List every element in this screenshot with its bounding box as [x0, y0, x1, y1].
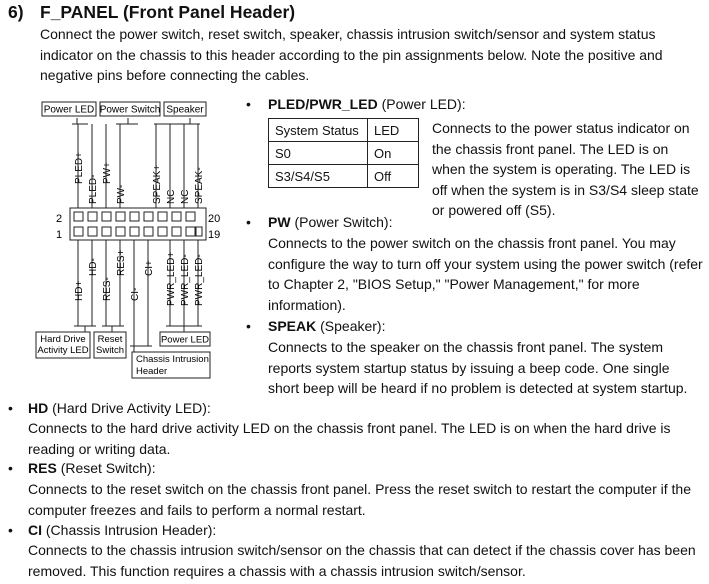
- item-label: (Power Switch):: [294, 214, 393, 230]
- item-description: Connects to the speaker on the chassis front panel. The system reports system startup status by issuing a beep code. One single short beep will be heard if no problem is detected at system startup.: [268, 339, 688, 396]
- item-heading: [28, 398, 211, 419]
- box-power-led-bottom: Power LED: [160, 334, 210, 346]
- pin-label-pled-minus: PLED-: [88, 174, 99, 204]
- item-description: Connects to the reset switch on the chassis front panel. Press the reset switch to restart the computer if the computer freezes and fails to perform a normal restart.: [28, 481, 691, 518]
- pin-label-nc-1: NC: [166, 189, 177, 204]
- header-cell: System Status: [269, 119, 368, 142]
- table-cell: S3/S4/S5: [269, 165, 368, 188]
- item-key: PLED/PWR_LED: [268, 96, 378, 112]
- item-description: Connects to the chassis intrusion switch/sensor on the chassis that can detect if the chassis cover has been removed. This function requires a chassis with a chassis intrusion switch/sensor.: [28, 542, 696, 579]
- bottom-label-boxes: [36, 332, 210, 378]
- pin-label-hd-minus: HD-: [88, 258, 99, 276]
- box-hdd-line2: Activity LED: [37, 345, 89, 356]
- item-key: SPEAK: [268, 318, 317, 334]
- item-description: Connects to the power status indicator on the chassis front panel. The LED is on when the system is operating. The LED is off when the system is in S3/S4 sleep state or powered off (S5).: [432, 120, 699, 218]
- pin-number-19: 19: [208, 229, 221, 241]
- box-reset-line2: Switch: [96, 345, 124, 356]
- bottom-pin-labels: [74, 249, 205, 306]
- pin-number-20: 20: [208, 213, 221, 225]
- item-key: PW: [268, 214, 291, 230]
- bullet: •: [246, 96, 251, 112]
- section-heading: F_PANEL (Front Panel Header): [40, 2, 296, 22]
- bullet: •: [246, 214, 251, 230]
- pin-label-pw-plus: PW+: [102, 162, 113, 184]
- item-chassis-intrusion: [8, 520, 704, 540]
- pin-number-2: 2: [56, 213, 63, 225]
- top-pin-labels: [74, 152, 205, 204]
- bullet: •: [8, 460, 13, 476]
- item-reset-switch: [8, 458, 704, 478]
- item-label: (Chassis Intrusion Header):: [45, 522, 217, 538]
- item-hard-drive-led: [8, 398, 704, 418]
- table-row: [269, 142, 419, 165]
- pin-label-pwr-led-minus-2: PWR_LED-: [194, 254, 205, 306]
- item-key: RES: [28, 460, 57, 476]
- item-key: CI: [28, 522, 42, 538]
- bullet: •: [8, 522, 13, 538]
- pin-number-1: 1: [56, 229, 63, 241]
- pin-label-pled-plus: PLED+: [74, 152, 85, 184]
- item-label: (Speaker):: [320, 318, 386, 334]
- table-cell: S0: [269, 142, 368, 165]
- header-cell: LED: [368, 119, 419, 142]
- bullet: •: [246, 318, 251, 334]
- bullet: •: [8, 400, 13, 416]
- item-heading: [268, 316, 385, 337]
- box-chassis-line2: Header: [136, 366, 168, 377]
- pin-label-pwr-led-plus: PWR_LED+: [166, 251, 177, 306]
- table-cell: On: [368, 142, 419, 165]
- pin-label-res-minus: RES-: [102, 277, 113, 301]
- item-heading: [268, 212, 392, 233]
- box-reset-line1: Reset: [97, 334, 123, 345]
- section-intro: Connect the power switch, reset switch, speaker, chassis intrusion switch/sensor and system status indicator on the chassis to this header according to the pin assignments below. Note the positive and negative pins before connecting the cables.: [40, 26, 663, 83]
- item-heading: [268, 94, 466, 115]
- item-label: (Reset Switch):: [60, 460, 156, 476]
- item-description: Connects to the hard drive activity LED on the chassis front panel. The LED is on when the hard drive is reading or writing data.: [28, 420, 671, 457]
- item-power-led: [246, 94, 704, 114]
- top-label-boxes: [42, 102, 206, 116]
- item-heading: [28, 458, 156, 479]
- pin-label-ci-minus: CI-: [130, 287, 141, 301]
- section-title: [8, 2, 295, 23]
- header-connector: [70, 208, 206, 240]
- item-label: (Hard Drive Activity LED):: [52, 400, 211, 416]
- box-power-led-top: Power LED: [43, 104, 95, 116]
- item-key: HD: [28, 400, 49, 416]
- item-heading: [28, 520, 216, 541]
- group-brackets: [72, 118, 200, 124]
- box-chassis-line1: Chassis Intrusion: [136, 354, 209, 365]
- pin-label-pwr-led-minus-1: PWR_LED-: [180, 254, 191, 306]
- box-hdd-line1: Hard Drive: [40, 334, 86, 345]
- box-power-switch: Power Switch: [99, 104, 161, 116]
- pin-label-speak-minus: SPEAK-: [194, 167, 205, 204]
- item-power-switch: [246, 212, 704, 232]
- pin-label-hd-plus: HD+: [74, 280, 85, 301]
- table-row: [269, 165, 419, 188]
- table-cell: Off: [368, 165, 419, 188]
- item-description: Connects to the power switch on the chassis front panel. You may configure the way to turn off your system using the power switch (refer to Chapter 2, "BIOS Setup," "Power Management," for more information).: [268, 235, 703, 313]
- section-number: 6): [8, 2, 24, 22]
- pin-label-ci-plus: CI+: [144, 260, 155, 276]
- pin-label-speak-plus: SPEAK+: [152, 164, 163, 204]
- pin-label-res-plus: RES+: [116, 249, 127, 276]
- pin-label-nc-2: NC: [180, 189, 191, 204]
- item-speaker: [246, 316, 704, 336]
- box-speaker: Speaker: [166, 104, 204, 116]
- front-panel-pin-diagram: [30, 96, 245, 381]
- status-table-header: [269, 119, 419, 142]
- status-table: [268, 118, 419, 188]
- item-label: (Power LED):: [381, 96, 466, 112]
- pin-label-pw-minus: PW-: [116, 184, 127, 204]
